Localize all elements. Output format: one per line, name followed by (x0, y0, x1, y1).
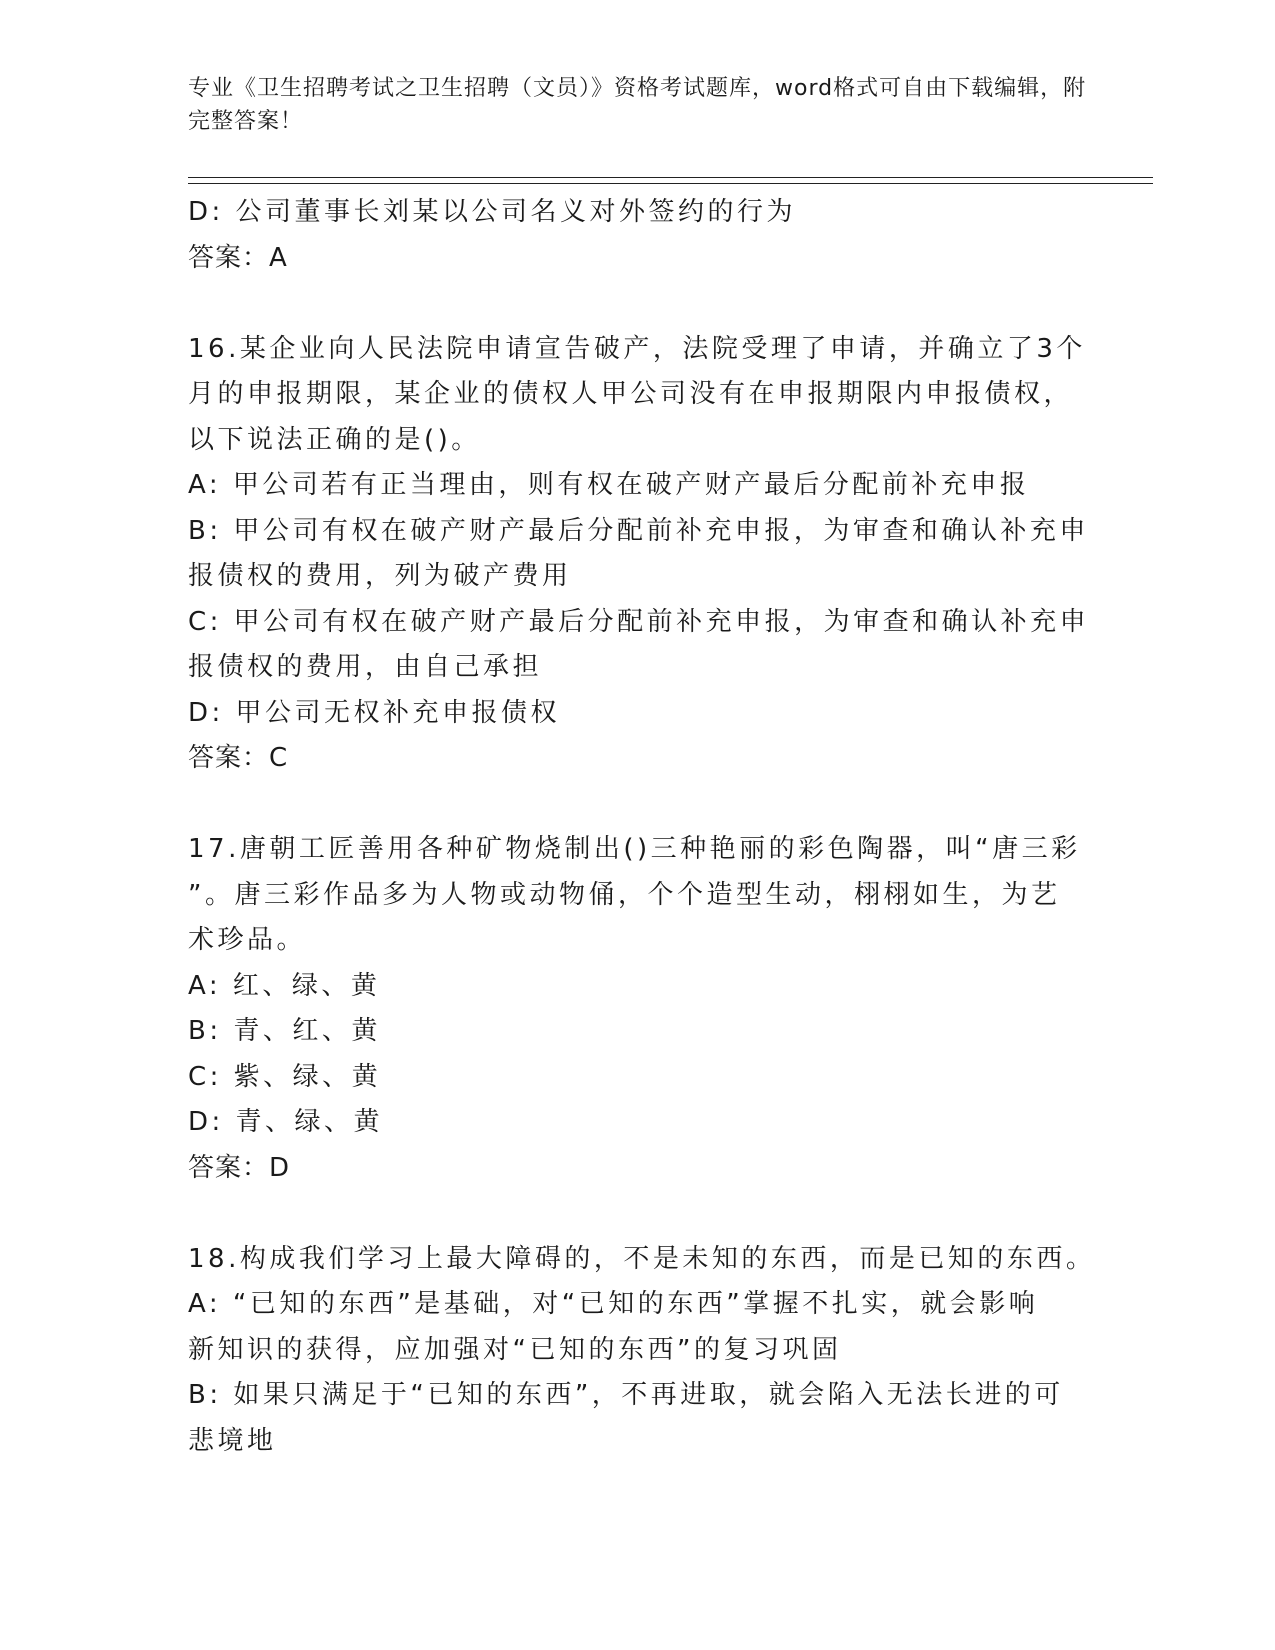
document-header: 专业《卫生招聘考试之卫生招聘（文员）》资格考试题库，word格式可自由下载编辑，附完整答案！ (188, 76, 1087, 134)
q16-question-line-3: 以下说法正确的是()。 (188, 424, 481, 455)
spacer (188, 782, 1068, 828)
q17-question-line-1: 17.唐朝工匠善用各种矿物烧制出()三种艳丽的彩色陶器，叫“唐三彩 (188, 834, 1081, 864)
q17-question-line-2: ”。唐三彩作品多为人物或动物俑，个个造型生动，栩栩如生，为艺 (188, 879, 1061, 910)
q17-option-b: B: 青、红、黄 (188, 1016, 381, 1046)
q16-answer: 答案：C (188, 743, 289, 773)
header-divider-top (188, 177, 1153, 178)
q16-option-b-line-1: B: 甲公司有权在破产财产最后分配前补充申报，为审查和确认补充申 (188, 515, 1089, 546)
q18-option-b-line-1: B: 如果只满足于“已知的东西”，不再进取，就会陷入无法长进的可 (188, 1380, 1064, 1410)
q17-option-c: C: 紫、绿、黄 (188, 1061, 382, 1092)
spacer (188, 1191, 1068, 1237)
q16-option-b-line-2: 报债权的费用，列为破产费用 (188, 561, 572, 591)
q16-option-d: D: 甲公司无权补充申报债权 (188, 697, 561, 728)
document-body (188, 190, 1096, 1464)
q18-option-b-line-2: 悲境地 (188, 1425, 277, 1456)
q16-option-a: A: 甲公司若有正当理由，则有权在破产财产最后分配前补充申报 (188, 470, 1030, 500)
q17-question-line-3: 术珍品。 (188, 925, 307, 955)
q17-answer: 答案：D (188, 1152, 291, 1183)
q16-option-c-line-1: C: 甲公司有权在破产财产最后分配前补充申报，为审查和确认补充申 (188, 606, 1090, 637)
q16-question-line-1: 16.某企业向人民法院申请宣告破产，法院受理了申请，并确立了3个 (188, 333, 1086, 364)
q17-option-a: A: 红、绿、黄 (188, 970, 381, 1001)
q15-option-d: D: 公司董事长刘某以公司名义对外签约的行为 (188, 197, 797, 227)
spacer (188, 281, 1068, 327)
header-divider-bottom (188, 183, 1153, 184)
q17-option-d: D: 青、绿、黄 (188, 1107, 384, 1137)
q16-option-c-line-2: 报债权的费用，由自己承担 (188, 652, 543, 682)
q18-option-a-line-2: 新知识的获得，应加强对“已知的东西”的复习巩固 (188, 1334, 842, 1365)
q18-question-line-1: 18.构成我们学习上最大障碍的，不是未知的东西，而是已知的东西。 (188, 1243, 1096, 1274)
q18-option-a-line-1: A: “已知的东西”是基础，对“已知的东西”掌握不扎实，就会影响 (188, 1289, 1039, 1319)
q16-question-line-2: 月的申报期限，某企业的债权人甲公司没有在申报期限内申报债权， (188, 379, 1074, 409)
q15-answer: 答案：A (188, 242, 288, 273)
